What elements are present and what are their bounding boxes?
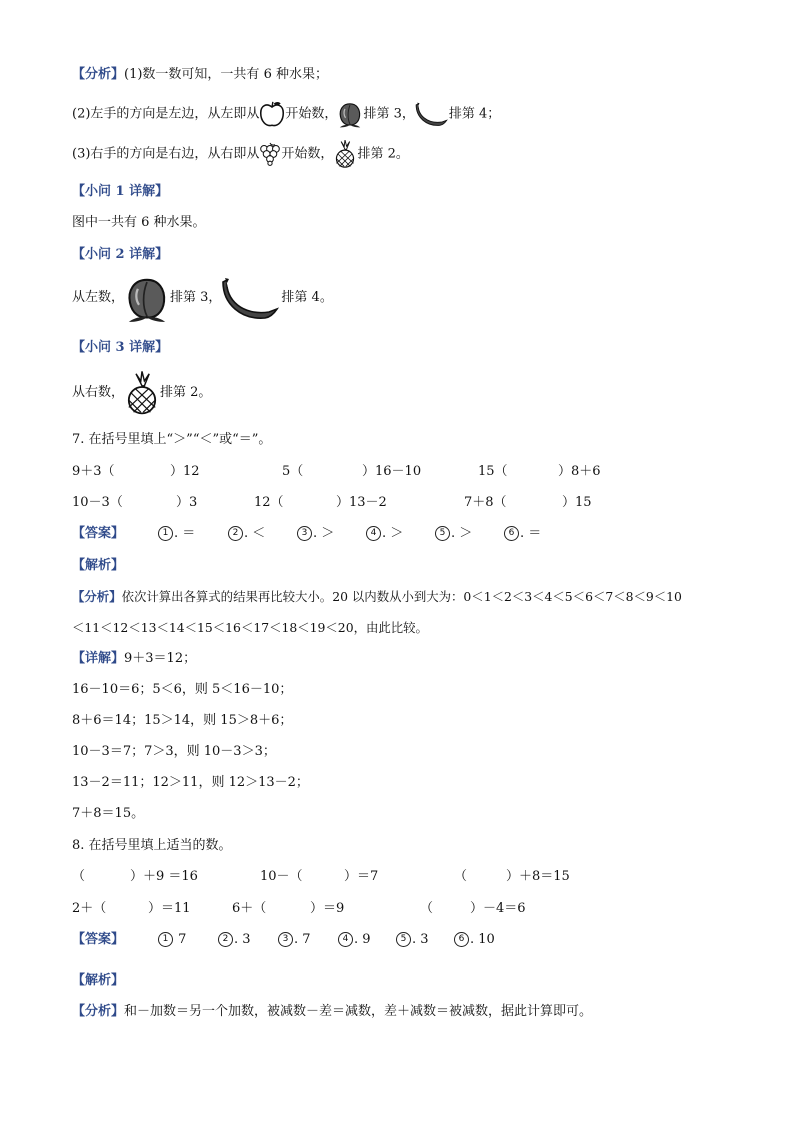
q1-tag: 【小问 1 详解】 bbox=[72, 184, 169, 199]
q3-text-b: 排第 2。 bbox=[160, 385, 212, 400]
q7-r2-c2-left: 12（ bbox=[254, 495, 284, 510]
q7-answer-6: 6 . ＝ bbox=[504, 524, 541, 544]
analysis-line3-text-a: (3)右手的方向是右边，从右即从 bbox=[72, 146, 260, 162]
q8-answer-2: 2 . 3 bbox=[218, 930, 251, 950]
q8-analysis-line bbox=[72, 1002, 592, 1022]
pineapple-icon bbox=[124, 371, 160, 415]
q8-r2-c3-right: ）－4＝6 bbox=[470, 901, 526, 916]
analysis-line3-text-b: 开始数， bbox=[281, 146, 334, 162]
q7-detail-line1 bbox=[72, 649, 196, 669]
q7-answer-1: 1 . ＝ bbox=[158, 524, 195, 544]
q7-r2-c3-right: ）15 bbox=[562, 495, 592, 510]
q8-title: 8. 在括号里填上适当的数。 bbox=[72, 838, 232, 853]
analysis-line2-text-d: 排第 4； bbox=[448, 106, 501, 122]
s1-analysis-line3 bbox=[72, 140, 409, 168]
q8-r2-c1-left: 2＋（ bbox=[72, 901, 107, 916]
pineapple-icon bbox=[333, 140, 357, 168]
q8-answer-5: 5 . 3 bbox=[396, 930, 429, 950]
q7-analysis-text1: 依次计算出各算式的结果再比较大小。20 以内数从小到大为：0＜1＜2＜3＜4＜5＜6＜7＜8＜9＜10 bbox=[121, 589, 682, 604]
s1-analysis-line1 bbox=[72, 65, 328, 85]
q2-line bbox=[72, 272, 333, 324]
grapes-icon bbox=[259, 142, 281, 166]
q2-text-a: 从左数， bbox=[72, 290, 125, 305]
analysis-tag: 【分析】 bbox=[72, 67, 125, 82]
q7-r2-c2-right: ）13－2 bbox=[336, 495, 387, 510]
q7-detail-line5: 13－2＝11；12＞11，则 12＞13－2； bbox=[72, 775, 309, 790]
analysis-line2-text-a: (2)左手的方向是左边，从左即从 bbox=[72, 106, 260, 122]
q7-detail-line4: 10－3＝7；7＞3，则 10－3＞3； bbox=[72, 744, 276, 759]
banana-icon bbox=[415, 101, 449, 127]
q7-analysis-line2: ＜11＜12＜13＜14＜15＜16＜17＜18＜19＜20，由此比较。 bbox=[72, 620, 428, 635]
q7-detail-line2: 16－10＝6；5＜6，则 5＜16－10； bbox=[72, 682, 293, 697]
q7-r1-c1-left: 9＋3（ bbox=[72, 464, 115, 479]
q7-r1-c3-right: ）8＋6 bbox=[558, 464, 601, 479]
answer-tag: 【答案】 bbox=[72, 526, 125, 541]
peach-icon bbox=[124, 273, 170, 323]
q8-r1-c1-right: ）＋9 ＝16 bbox=[130, 869, 198, 884]
q8-analysis-text: 和－加数＝另一个加数，被减数－差＝减数，差＋减数＝被减数，据此计算即可。 bbox=[124, 1004, 593, 1019]
analysis-tag: 【分析】 bbox=[72, 589, 122, 604]
analysis-line2-text-c: 排第 3， bbox=[363, 106, 415, 122]
q8-answer-6: 6 . 10 bbox=[454, 930, 495, 950]
q7-answer-5: 5 . ＞ bbox=[435, 524, 472, 544]
analysis-tag: 【分析】 bbox=[72, 1004, 125, 1019]
q8-r1-c3-right: ）＋8＝15 bbox=[506, 869, 570, 884]
q8-r1-c3-left: （ bbox=[454, 869, 468, 884]
q8-r1-c2-right: ）＝7 bbox=[344, 869, 379, 884]
q3-line bbox=[72, 370, 211, 416]
q7-r2-c1-left: 10－3（ bbox=[72, 495, 123, 510]
apple-icon bbox=[259, 100, 285, 128]
q7-answer-4: 4 . ＞ bbox=[366, 524, 403, 544]
q7-r2-c1-right: ）3 bbox=[176, 495, 198, 510]
q8-r1-c1-left: （ bbox=[72, 869, 86, 884]
q7-title: 7. 在括号里填上“＞”“＜”或“＝”。 bbox=[72, 432, 272, 447]
q8-answer-line bbox=[72, 930, 124, 950]
q8-answer-1: 1 7 bbox=[158, 930, 186, 950]
q7-answer-2: 2 . ＜ bbox=[228, 524, 265, 544]
q8-r2-c3-left: （ bbox=[420, 901, 434, 916]
q8-answer-3: 3 . 7 bbox=[278, 930, 311, 950]
q2-tag: 【小问 2 详解】 bbox=[72, 247, 169, 262]
analysis-line3-text-c: 排第 2。 bbox=[357, 146, 409, 162]
s1-analysis-line2 bbox=[72, 100, 500, 128]
q8-jiexi-tag: 【解析】 bbox=[72, 973, 125, 988]
analysis-line2-text-b: 开始数， bbox=[285, 106, 338, 122]
q7-answer-line bbox=[72, 524, 124, 544]
answer-tag: 【答案】 bbox=[72, 932, 125, 947]
q8-r2-c1-right: ）＝11 bbox=[148, 901, 191, 916]
q8-answer-4: 4 . 9 bbox=[338, 930, 371, 950]
q7-detail-line6: 7＋8＝15。 bbox=[72, 806, 145, 821]
q7-r1-c1-right: ）12 bbox=[170, 464, 200, 479]
q8-r2-c2-right: ）＝9 bbox=[310, 901, 345, 916]
q2-text-c: 排第 4。 bbox=[281, 290, 333, 305]
q3-text-a: 从右数， bbox=[72, 385, 125, 400]
q3-tag: 【小问 3 详解】 bbox=[72, 340, 169, 355]
analysis-line1-text: (1)数一数可知，一共有 6 种水果； bbox=[124, 67, 328, 82]
q8-r1-c2-left: 10－（ bbox=[260, 869, 303, 884]
q2-text-b: 排第 3， bbox=[170, 290, 222, 305]
detail-tag: 【详解】 bbox=[72, 651, 125, 666]
peach-icon bbox=[337, 100, 363, 128]
q1-text: 图中一共有 6 种水果。 bbox=[72, 215, 206, 230]
q7-jiexi-tag: 【解析】 bbox=[72, 558, 125, 573]
q7-r2-c3-left: 7＋8（ bbox=[464, 495, 507, 510]
q7-answer-3: 3 . ＞ bbox=[297, 524, 334, 544]
q7-detail-line3: 8＋6＝14；15＞14，则 15＞8＋6； bbox=[72, 713, 293, 728]
q7-analysis-line1 bbox=[72, 587, 682, 607]
q7-r1-c2-left: 5（ bbox=[282, 464, 304, 479]
q7-r1-c2-right: ）16－10 bbox=[362, 464, 422, 479]
q8-r2-c2-left: 6＋（ bbox=[232, 901, 267, 916]
q7-detail-text1: 9＋3＝12； bbox=[124, 651, 197, 666]
q7-r1-c3-left: 15（ bbox=[478, 464, 508, 479]
banana-icon bbox=[221, 274, 281, 322]
